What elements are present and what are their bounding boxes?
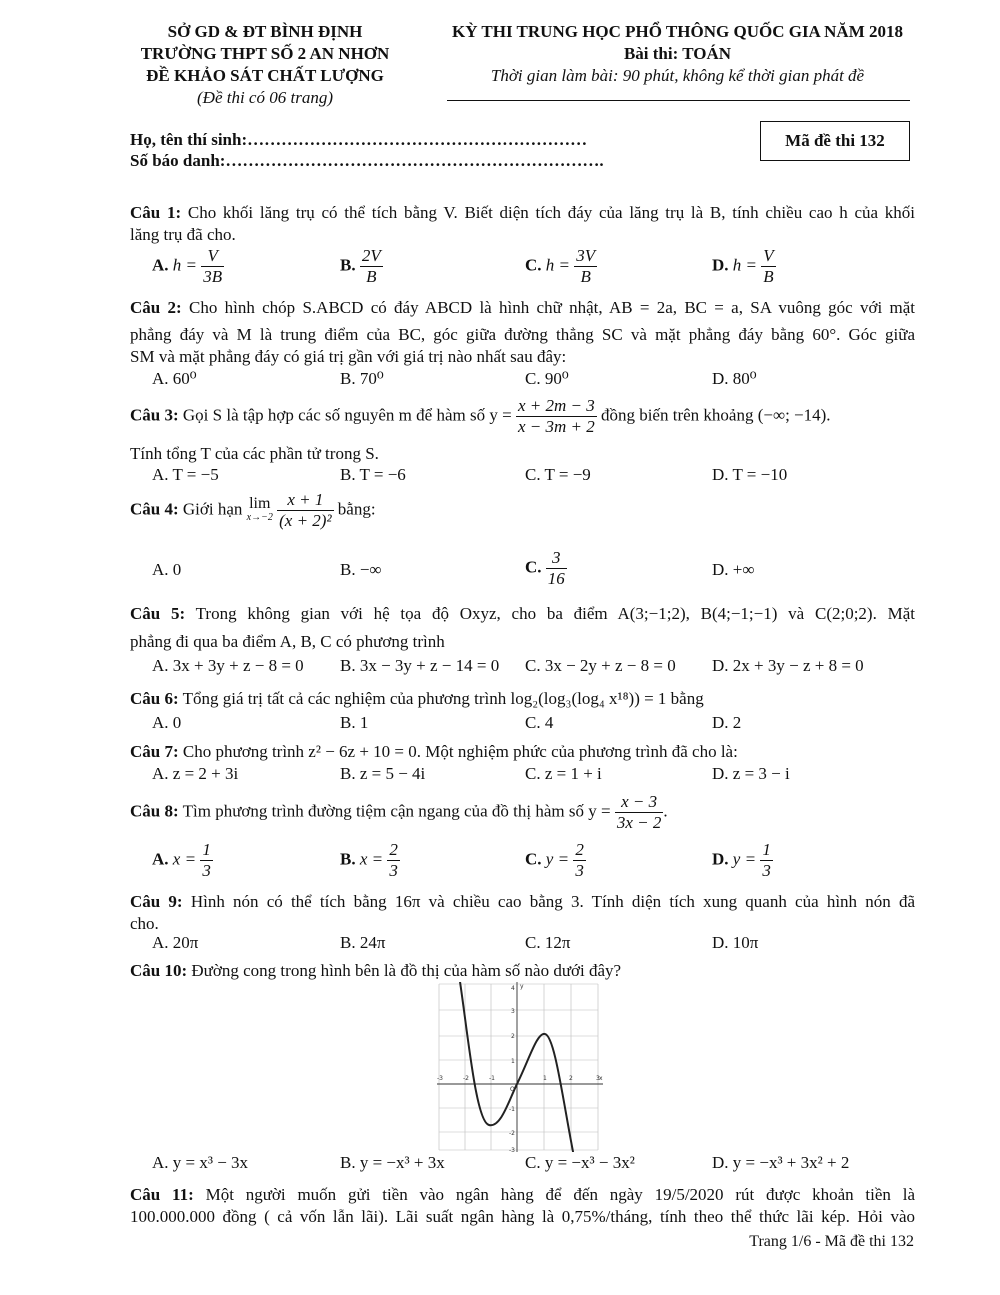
candidate-id-field: Số báo danh:………………………………………………………….	[130, 151, 604, 170]
q10-option-c: C. y = −x³ − 3x²	[525, 1153, 635, 1172]
q8-option-b: B. x = $\frac{2}{3}$	[340, 840, 398, 880]
header-department: SỞ GD & ĐT BÌNH ĐỊNH	[167, 22, 363, 41]
graph-axes	[437, 982, 603, 1152]
q7-option-a: A. z = 2 + 3i	[152, 764, 239, 783]
graph-curve	[457, 982, 575, 1154]
question-7-line1: Câu 7: Cho phương trình z² − 6z + 10 = 0. Một nghiệm phức của phương trình đã cho là:	[130, 742, 738, 761]
graph-xtick-neg1: -1	[489, 1075, 495, 1082]
question-10-line1: Câu 10: Đường cong trong hình bên là đồ thị của hàm số nào dưới đây?	[130, 961, 622, 980]
question-2-line1: Câu 2: Cho hình chóp S.ABCD có đáy ABCD là hình chữ nhật, AB = 2a, BC = a, SA vuông góc với mặt	[130, 298, 915, 317]
q10-option-b: B. y = −x³ + 3x	[340, 1153, 445, 1172]
q8-option-c: C. y = $\frac{2}{3}$	[525, 840, 584, 880]
header-time: Thời gian làm bài: 90 phút, không kể thời gian phát đề	[490, 66, 865, 85]
graph-ytick-2: 2	[511, 1033, 515, 1040]
q3-option-d: D. T = −10	[712, 465, 788, 484]
q6-option-d: D. 2	[712, 713, 742, 732]
question-8-line1: Câu 8: Tìm phương trình đường tiệm cận ngang của đồ thị hàm số y = $\frac{x - 3}{3x - 2}$ .	[130, 792, 668, 832]
q5-option-d: D. 2x + 3y − z + 8 = 0	[712, 656, 864, 675]
question-2-line3: SM và mặt phẳng đáy có giá trị gần với giá trị nào nhất sau đây:	[130, 347, 567, 366]
question-2-line2: phẳng đáy và M là trung điểm của BC, góc giữa đường thẳng SC và mặt phẳng đáy bằng 60°. Góc giữa	[130, 325, 915, 344]
page-footer: Trang 1/6 - Mã đề thi 132	[749, 1233, 914, 1250]
graph-ytick-neg1: -1	[509, 1106, 515, 1113]
header-school: TRƯỜNG THPT SỐ 2 AN NHƠN	[140, 44, 390, 63]
graph-ytick-1: 1	[511, 1058, 515, 1065]
question-9-line1: Câu 9: Hình nón có thể tích bằng 16π và chiều cao bằng 3. Tính diện tích xung quanh của hình nón đã	[130, 892, 915, 911]
q7-option-c: C. z = 1 + i	[525, 764, 602, 783]
q5-option-a: A. 3x + 3y + z − 8 = 0	[152, 656, 304, 675]
q2-option-a: A. 60⁰	[152, 369, 197, 388]
graph-ytick-4: 4	[511, 985, 515, 992]
graph-origin-label: O	[510, 1086, 515, 1093]
exam-code-box: Mã đề thi 132	[760, 121, 910, 161]
q9-option-d: D. 10π	[712, 933, 759, 952]
q2-option-b: B. 70⁰	[340, 369, 384, 388]
graph-xtick-1: 1	[543, 1075, 547, 1082]
q1-option-d: D. h = $\frac{V}{B}$	[712, 246, 774, 286]
q4-option-c: C. $\frac{3}{16}$	[525, 548, 565, 588]
graph-xtick-2: 2	[569, 1075, 573, 1082]
q6-option-a: A. 0	[152, 713, 182, 732]
q6-option-c: C. 4	[525, 713, 554, 732]
q5-option-c: C. 3x − 2y + z − 8 = 0	[525, 656, 676, 675]
q10-graph	[437, 982, 609, 1154]
question-6-line1: Câu 6: Tổng giá trị tất cả các nghiệm của phương trình log₂(log₃(log₄ x¹⁸)) = 1 bằng	[130, 689, 704, 708]
graph-xtick-3: 3	[596, 1075, 600, 1082]
q10-option-a: A. y = x³ − 3x	[152, 1153, 249, 1172]
graph-ytick-neg2: -2	[509, 1130, 515, 1137]
q9-option-c: C. 12π	[525, 933, 571, 952]
question-3-line2: Tính tổng T của các phần tử trong S.	[130, 444, 379, 463]
q6-option-b: B. 1	[340, 713, 369, 732]
question-11-line1: Câu 11: Một người muốn gửi tiền vào ngân hàng để đến ngày 19/5/2020 rút được khoản tiền là	[130, 1185, 916, 1204]
header-subject: Bài thi: TOÁN	[623, 44, 732, 63]
question-1-line2: lăng trụ đã cho.	[130, 225, 236, 244]
graph-x-axis-label: x	[599, 1075, 603, 1082]
question-5-line2: phẳng đi qua ba điểm A, B, C có phương trình	[130, 632, 445, 651]
q3-option-b: B. T = −6	[340, 465, 406, 484]
q3-option-c: C. T = −9	[525, 465, 591, 484]
question-5-line1: Câu 5: Trong không gian với hệ tọa độ Oxyz, cho ba điểm A(3;−1;2), B(4;−1;−1) và C(2;0;2). Mặt	[130, 604, 915, 623]
q4-option-b: B. −∞	[340, 560, 382, 579]
question-9-line2: cho.	[130, 914, 159, 933]
question-11-line2: 100.000.000 đồng ( cả vốn lẫn lãi). Lãi suất ngân hàng là 0,75%/tháng, tính theo thể thức lãi kép. Hỏi vào	[130, 1207, 915, 1226]
header-rule	[447, 100, 910, 101]
question-1-line1: Câu 1: Cho khối lăng trụ có thể tích bằng V. Biết diện tích đáy của lăng trụ là B, tính chiều cao h của khối	[130, 203, 916, 222]
header-exam-type: ĐỀ KHẢO SÁT CHẤT LƯỢNG	[146, 66, 384, 85]
q2-option-d: D. 80⁰	[712, 369, 757, 388]
graph-xtick-neg2: -2	[463, 1075, 469, 1082]
q4-option-d: D. +∞	[712, 560, 755, 579]
q7-option-b: B. z = 5 − 4i	[340, 764, 426, 783]
question-4-line1: Câu 4: Giới hạn lim x→−2 $\frac{x + 1}{\text{(x + 2)²}}$ bằng:	[130, 490, 376, 530]
header-exam-title: KỲ THI TRUNG HỌC PHỔ THÔNG QUỐC GIA NĂM 2018	[451, 22, 903, 41]
q7-option-d: D. z = 3 − i	[712, 764, 790, 783]
q1-option-a: A. h = $\frac{V}{3B}$	[152, 246, 223, 286]
q1-option-b: B. $\frac{2V}{B}$	[340, 246, 381, 286]
q2-option-c: C. 90⁰	[525, 369, 569, 388]
q1-option-c: C. h = $\frac{3V}{B}$	[525, 246, 596, 286]
graph-y-axis-label: y	[520, 983, 524, 990]
graph-ytick-3: 3	[511, 1008, 515, 1015]
q5-option-b: B. 3x − 3y + z − 14 = 0	[340, 656, 500, 675]
q9-option-a: A. 20π	[152, 933, 199, 952]
q10-option-d: D. y = −x³ + 3x² + 2	[712, 1153, 850, 1172]
q4-option-a: A. 0	[152, 560, 182, 579]
question-3-line1: Câu 3: Gọi S là tập hợp các số nguyên m để hàm số y = $\frac{x + 2m - 3}{x - 3m + 2}$ đồng biến trên khoảng (−∞; −14).	[130, 396, 831, 436]
q3-option-a: A. T = −5	[152, 465, 219, 484]
graph-xtick-neg3: -3	[437, 1075, 443, 1082]
candidate-name-field: Họ, tên thí sinh:……………………………………………………	[130, 130, 588, 149]
graph-ytick-neg3: -3	[509, 1147, 515, 1154]
q8-option-d: D. y = $\frac{1}{3}$	[712, 840, 771, 880]
header-page-count: (Đề thi có 06 trang)	[197, 88, 333, 107]
q8-option-a: A. x = $\frac{1}{3}$	[152, 840, 211, 880]
q9-option-b: B. 24π	[340, 933, 386, 952]
